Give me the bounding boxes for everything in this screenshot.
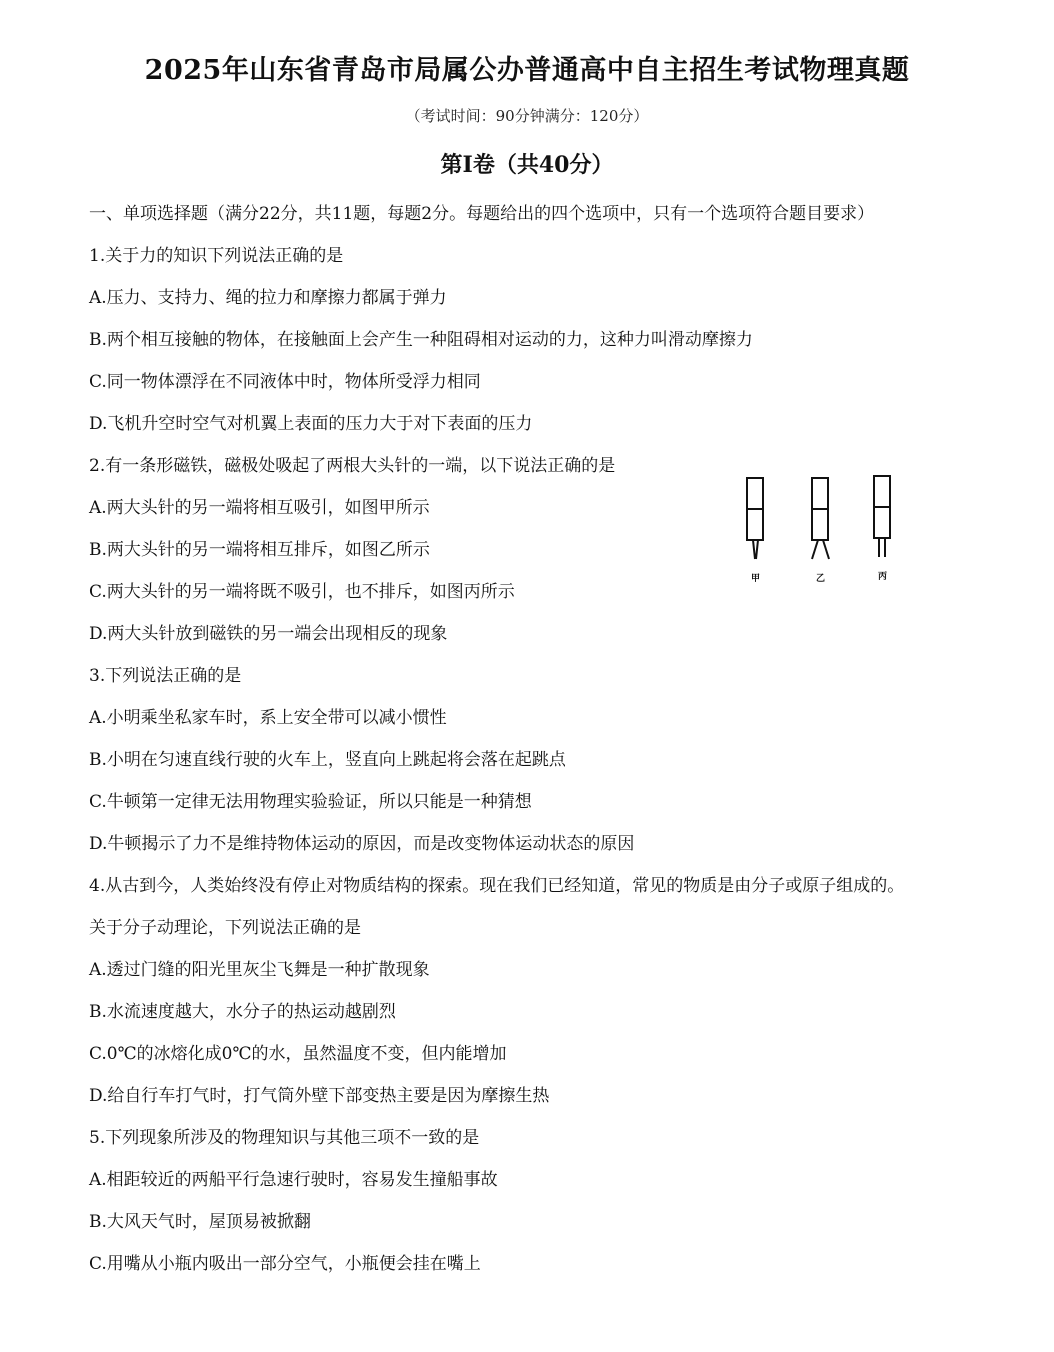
pin-yi-right bbox=[823, 540, 829, 559]
pin-yi-left bbox=[812, 540, 818, 559]
question-3-option-b: B.小明在匀速直线行驶的火车上，竖直向上跳起将会落在起跳点 bbox=[89, 750, 566, 770]
figure-label-jia: 甲 bbox=[751, 574, 761, 584]
question-2-stem: 2.有一条形磁铁，磁极处吸起了两根大头针的一端，以下说法正确的是 bbox=[89, 456, 616, 476]
question-4-option-d: D.给自行车打气时，打气筒外壁下部变热主要是因为摩擦生热 bbox=[89, 1086, 550, 1106]
question-5-option-a: A.相距较近的两船平行急速行驶时，容易发生撞船事故 bbox=[89, 1170, 498, 1190]
exam-info: （考试时间：90分钟满分：120分） bbox=[405, 107, 649, 125]
question-4-option-b: B.水流速度越大，水分子的热运动越剧烈 bbox=[89, 1002, 396, 1022]
question-3-option-a: A.小明乘坐私家车时，系上安全带可以减小惯性 bbox=[89, 708, 447, 728]
question-2-option-d: D.两大头针放到磁铁的另一端会出现相反的现象 bbox=[89, 624, 448, 644]
question-1-option-a: A.压力、支持力、绳的拉力和摩擦力都属于弹力 bbox=[89, 288, 447, 308]
question-4-stem: 4.从古到今，人类始终没有停止对物质结构的探索。现在我们已经知道，常见的物质是由分子或原子组成的。 bbox=[89, 876, 905, 896]
question-2-option-a: A.两大头针的另一端将相互吸引，如图甲所示 bbox=[89, 498, 430, 518]
question-5-stem: 5.下列现象所涉及的物理知识与其他三项不一致的是 bbox=[89, 1128, 480, 1148]
magnet-pins-diagram bbox=[735, 468, 905, 568]
question-4-option-a: A.透过门缝的阳光里灰尘飞舞是一种扩散现象 bbox=[89, 960, 430, 980]
figure-label-yi: 乙 bbox=[816, 574, 826, 584]
question-1-stem: 1.关于力的知识下列说法正确的是 bbox=[89, 246, 344, 266]
question-3-stem: 3.下列说法正确的是 bbox=[89, 666, 242, 686]
section-heading: 第I卷（共40分） bbox=[440, 152, 614, 178]
page-title: 2025年山东省青岛市局属公办普通高中自主招生考试物理真题 bbox=[144, 55, 910, 86]
question-2-option-c: C.两大头针的另一端将既不吸引，也不排斥，如图丙所示 bbox=[89, 582, 515, 602]
question-3-option-d: D.牛顿揭示了力不是维持物体运动的原因，而是改变物体运动状态的原因 bbox=[89, 834, 635, 854]
section-instructions: 一、单项选择题（满分22分，共11题，每题2分。每题给出的四个选项中，只有一个选项符合题目要求） bbox=[89, 204, 875, 224]
figure-label-bing: 丙 bbox=[878, 572, 888, 582]
question-4-option-c: C.0℃的冰熔化成0℃的水，虽然温度不变，但内能增加 bbox=[89, 1044, 507, 1064]
question-1-option-d: D.飞机升空时空气对机翼上表面的压力大于对下表面的压力 bbox=[89, 414, 533, 434]
question-5-option-c: C.用嘴从小瓶内吸出一部分空气，小瓶便会挂在嘴上 bbox=[89, 1254, 481, 1274]
question-2-option-b: B.两大头针的另一端将相互排斥，如图乙所示 bbox=[89, 540, 430, 560]
question-1-option-b: B.两个相互接触的物体，在接触面上会产生一种阻碍相对运动的力，这种力叫滑动摩擦力 bbox=[89, 330, 753, 350]
pin-jia-left bbox=[753, 540, 755, 559]
magnet-pins-figure bbox=[735, 468, 905, 590]
question-4-stem-continued: 关于分子动理论，下列说法正确的是 bbox=[89, 918, 361, 938]
question-3-option-c: C.牛顿第一定律无法用物理实验验证，所以只能是一种猜想 bbox=[89, 792, 532, 812]
pin-jia-right bbox=[756, 540, 758, 559]
question-1-option-c: C.同一物体漂浮在不同液体中时，物体所受浮力相同 bbox=[89, 372, 481, 392]
question-5-option-b: B.大风天气时，屋顶易被掀翻 bbox=[89, 1212, 311, 1232]
